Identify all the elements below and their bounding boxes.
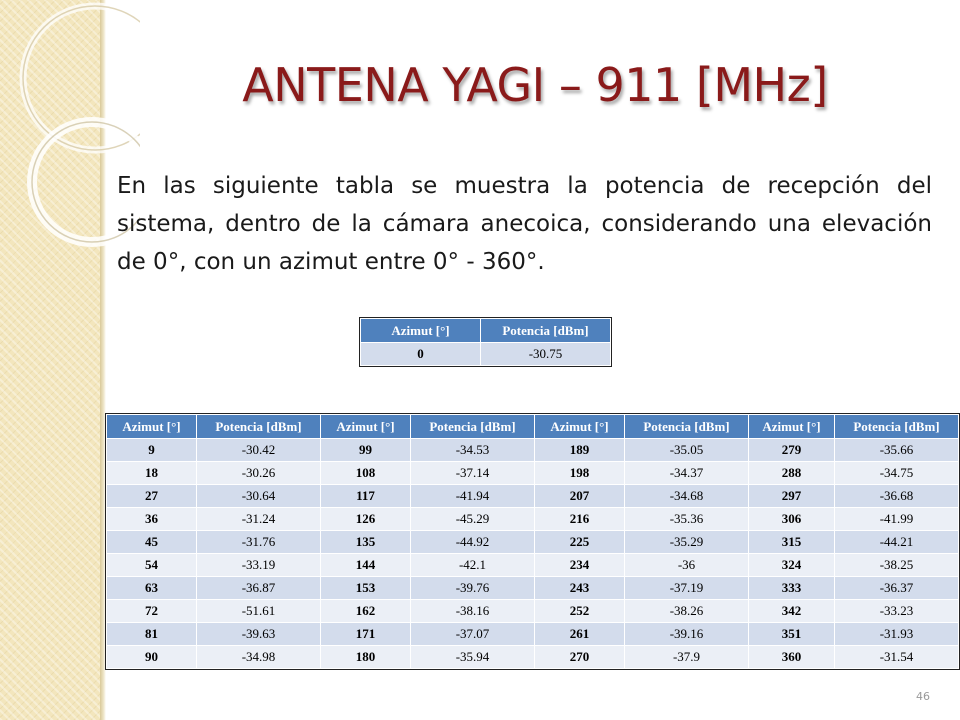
page-number: 46 xyxy=(916,690,930,703)
power-cell: -37.14 xyxy=(411,462,535,485)
table-header-row xyxy=(361,319,611,343)
power-cell: -39.16 xyxy=(625,623,749,646)
power-cell: -44.92 xyxy=(411,531,535,554)
power-cell: -37.19 xyxy=(625,577,749,600)
power-cell: -39.76 xyxy=(411,577,535,600)
table-row xyxy=(107,577,959,600)
table-row xyxy=(107,462,959,485)
azimuth-cell: 18 xyxy=(107,462,197,485)
power-cell: -38.16 xyxy=(411,600,535,623)
azimuth-cell: 63 xyxy=(107,577,197,600)
azimuth-cell: 252 xyxy=(535,600,625,623)
power-cell: -51.61 xyxy=(197,600,321,623)
power-cell: -31.24 xyxy=(197,508,321,531)
azimuth-cell: 342 xyxy=(749,600,835,623)
azimuth-cell: 180 xyxy=(321,646,411,669)
power-cell: -30.26 xyxy=(197,462,321,485)
azimuth-cell: 54 xyxy=(107,554,197,577)
power-cell: -30.64 xyxy=(197,485,321,508)
azimuth-cell: 144 xyxy=(321,554,411,577)
azimuth-cell: 27 xyxy=(107,485,197,508)
azimuth-cell: 117 xyxy=(321,485,411,508)
power-cell: -35.66 xyxy=(835,439,959,462)
azimuth-cell: 189 xyxy=(535,439,625,462)
azimuth-cell: 81 xyxy=(107,623,197,646)
azimuth-cell: 36 xyxy=(107,508,197,531)
power-cell: -36.87 xyxy=(197,577,321,600)
azimuth-cell: 297 xyxy=(749,485,835,508)
power-cell: -34.37 xyxy=(625,462,749,485)
power-cell: -33.23 xyxy=(835,600,959,623)
azimuth-cell: 135 xyxy=(321,531,411,554)
azimuth-cell: 99 xyxy=(321,439,411,462)
azimuth-cell: 261 xyxy=(535,623,625,646)
power-cell: -31.54 xyxy=(835,646,959,669)
power-cell: -34.68 xyxy=(625,485,749,508)
azimuth-cell: 162 xyxy=(321,600,411,623)
azimuth-cell: 0 xyxy=(361,343,481,366)
slide-title: ANTENA YAGI – 911 [MHz] xyxy=(242,58,828,112)
column-header: Potencia [dBm] xyxy=(835,415,959,439)
table-row xyxy=(107,439,959,462)
power-cell: -30.42 xyxy=(197,439,321,462)
table-row xyxy=(107,646,959,669)
azimuth-power-table xyxy=(106,414,959,669)
azimuth-cell: 9 xyxy=(107,439,197,462)
azimuth-cell: 333 xyxy=(749,577,835,600)
table-row xyxy=(107,531,959,554)
power-cell: -30.75 xyxy=(481,343,611,366)
table-row xyxy=(361,343,611,366)
power-cell: -34.75 xyxy=(835,462,959,485)
column-header: Potencia [dBm] xyxy=(625,415,749,439)
column-header: Azimut [°] xyxy=(321,415,411,439)
reference-power-table xyxy=(360,318,611,366)
power-cell: -42.1 xyxy=(411,554,535,577)
azimuth-cell: 288 xyxy=(749,462,835,485)
power-cell: -31.76 xyxy=(197,531,321,554)
column-header: Potencia [dBm] xyxy=(197,415,321,439)
azimuth-cell: 171 xyxy=(321,623,411,646)
power-cell: -33.19 xyxy=(197,554,321,577)
azimuth-cell: 153 xyxy=(321,577,411,600)
power-cell: -37.9 xyxy=(625,646,749,669)
column-header: Azimut [°] xyxy=(749,415,835,439)
power-cell: -35.94 xyxy=(411,646,535,669)
column-header: Potencia [dBm] xyxy=(481,319,611,343)
azimuth-cell: 90 xyxy=(107,646,197,669)
power-cell: -36.37 xyxy=(835,577,959,600)
power-cell: -36 xyxy=(625,554,749,577)
power-cell: -45.29 xyxy=(411,508,535,531)
power-cell: -31.93 xyxy=(835,623,959,646)
column-header: Azimut [°] xyxy=(107,415,197,439)
power-cell: -35.36 xyxy=(625,508,749,531)
table-row xyxy=(107,508,959,531)
table-row xyxy=(107,485,959,508)
power-cell: -34.98 xyxy=(197,646,321,669)
intro-paragraph: En las siguiente tabla se muestra la potencia de recepción del sistema, dentro de la cámara anecoica, considerando una elevación de 0°, con un azimut entre 0° - 360°. xyxy=(117,173,932,275)
azimuth-cell: 45 xyxy=(107,531,197,554)
azimuth-cell: 72 xyxy=(107,600,197,623)
azimuth-cell: 315 xyxy=(749,531,835,554)
power-cell: -36.68 xyxy=(835,485,959,508)
azimuth-cell: 216 xyxy=(535,508,625,531)
azimuth-cell: 234 xyxy=(535,554,625,577)
azimuth-cell: 279 xyxy=(749,439,835,462)
power-cell: -41.94 xyxy=(411,485,535,508)
table-row xyxy=(107,600,959,623)
power-cell: -44.21 xyxy=(835,531,959,554)
table-row xyxy=(107,623,959,646)
azimuth-cell: 126 xyxy=(321,508,411,531)
azimuth-cell: 324 xyxy=(749,554,835,577)
azimuth-cell: 351 xyxy=(749,623,835,646)
power-cell: -38.26 xyxy=(625,600,749,623)
power-cell: -35.29 xyxy=(625,531,749,554)
table-row xyxy=(107,554,959,577)
azimuth-cell: 270 xyxy=(535,646,625,669)
power-cell: -41.99 xyxy=(835,508,959,531)
power-cell: -39.63 xyxy=(197,623,321,646)
column-header: Azimut [°] xyxy=(535,415,625,439)
column-header: Potencia [dBm] xyxy=(411,415,535,439)
azimuth-cell: 225 xyxy=(535,531,625,554)
azimuth-cell: 243 xyxy=(535,577,625,600)
azimuth-cell: 198 xyxy=(535,462,625,485)
azimuth-cell: 108 xyxy=(321,462,411,485)
power-cell: -38.25 xyxy=(835,554,959,577)
azimuth-cell: 306 xyxy=(749,508,835,531)
table-header-row xyxy=(107,415,959,439)
power-cell: -35.05 xyxy=(625,439,749,462)
power-cell: -37.07 xyxy=(411,623,535,646)
power-cell: -34.53 xyxy=(411,439,535,462)
azimuth-cell: 207 xyxy=(535,485,625,508)
azimuth-cell: 360 xyxy=(749,646,835,669)
column-header: Azimut [°] xyxy=(361,319,481,343)
